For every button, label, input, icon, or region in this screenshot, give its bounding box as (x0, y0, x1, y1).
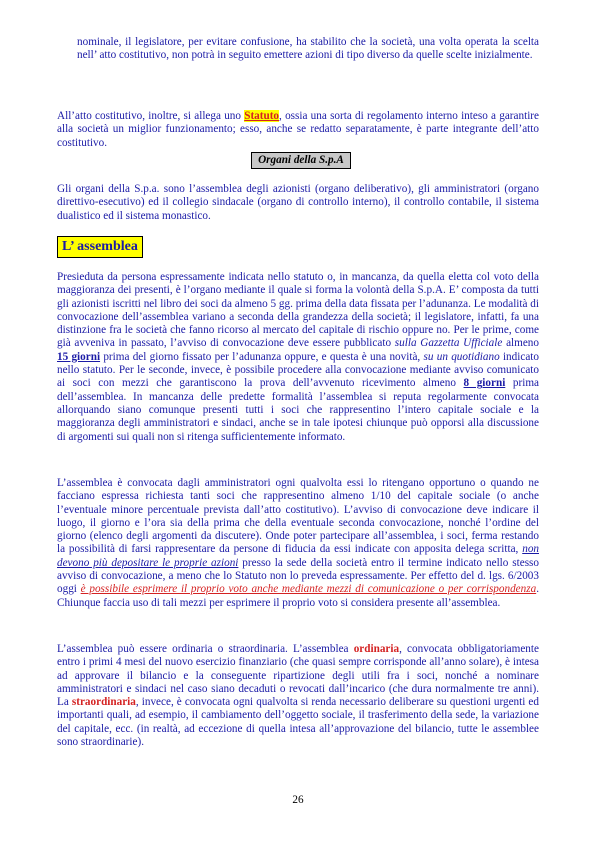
giorni-8: 8 giorni (463, 377, 506, 390)
presieduta-paragraph: Presieduta da persona espressamente indicata nello statuto o, in mancanza, da quella eletta col voto della maggioranza dei presenti, è l’organo mediante il quale si forma la volontà della S.p.A. E’ composta da tutti gli azionisti iscritti nel libro dei soci da almeno 5 gg. prima della data fissata per l’adunanza. Le modalità di convocazione dell’assemblea variano a seconda della grandezza della società; il legislatore, infatti, fa una distinzione fra le società che fanno ricorso al mercato del capitale di rischio oppure no. Per le prime, come già avveniva in passato, l’avviso di convocazione deve essere pubblicato sulla Gazzetta Ufficiale almeno 15 giorni prima del giorno fissato per l’adunanza oppure, e questa è una novità, su un quotidiano indicato nello statuto. Per le seconde, invece, è possibile procedere alla convocazione mediante avviso comunicato ai soci con mezzi che garantiscono la prova dell’avvenuto ricevimento almeno 8 giorni prima dell’assemblea. In mancanza delle predette formalità l’assemblea si reputa regolarmente convocata allorquando siano comunque presenti tutti i soci che rappresentino l’intero capitale sociale e la maggioranza degli amministratori e sindaci, anche se in tale ipotesi chiunque può opporsi alla discussione di argomenti sui quali non si ritenga sufficientemente informato. (57, 271, 539, 443)
voto-text: è possibile esprimere il proprio voto anche mediante mezzi di comunicazione o per corrispondenza (80, 583, 537, 596)
giorni-15: 15 giorni (57, 350, 101, 363)
straordinaria-term: straordinaria (71, 696, 136, 709)
statuto-highlight: Statuto (244, 110, 280, 122)
azioni-text: non devono più depositare le proprie azioni (57, 543, 539, 569)
assemblea-heading: L’ assemblea (57, 236, 143, 258)
convocata-paragraph: L’assemblea è convocata dagli amministratori ogni qualvolta essi lo ritengano opportuno o quando ne facciano espressa richiesta tanti soci che rappresentino almeno 1/10 del capitale sociale (o anche l’eventuale minore percentuale prevista dall’atto costitutivo). L’avviso di convocazione deve indicare il luogo, il giorno e l’ora sia della prima che della eventuale seconda convocazione, nonché l’ordine del giorno (elenco degli argomenti da discutere). Onde poter partecipare all’assemblea, i soci, ferma restando la possibilità di farsi rappresentare da persone di fiducia da essi indicate con apposita delega scritta, non devono più depositare le proprie azioni presso la sede della società entro il termine indicato nello stesso avviso di convocazione, a meno che lo Statuto non lo preveda espressamente. Per effetto del d. lgs. 6/2003 oggi è possibile esprimere il proprio voto anche mediante mezzi di comunicazione o per corrispondenza. Chiunque faccia uso di tali mezzi per esprimere il proprio voto si considera presente all’assemblea. (57, 477, 539, 609)
ordinaria-term: ordinaria (353, 643, 400, 655)
statuto-paragraph: All’atto costitutivo, inoltre, si allega uno Statuto, ossia una sorta di regolamento interno inteso a garantire alla società un miglior funzionamento; esso, anche se redatto separatamente, è parte integrante dell’atto costitutivo. (57, 110, 539, 149)
organi-paragraph: Gli organi della S.p.a. sono l’assemblea degli azionisti (organo deliberativo), gli amministratori (organo direttivo-esecutivo) ed il collegio sindacale (organo di controllo interno), il controllo contabile, il sistema dualistico ed il sistema monastico. (57, 183, 539, 222)
gazzetta-text: sulla Gazzetta Ufficiale (394, 337, 503, 350)
intro-paragraph: nominale, il legislatore, per evitare confusione, ha stabilito che la società, una volta operata la scelta nell’ atto costitutivo, non potrà in seguito emettere azioni di tipo diverso da quelle scelte inizialmente. (77, 36, 539, 62)
ordinaria-paragraph: L’assemblea può essere ordinaria o straordinaria. L’assemblea ordinaria, convocata obbligatoriamente entro i primi 4 mesi del nuovo esercizio finanziario (che quasi sempre corrisponde all’anno solare), è intesa ad approvare il bilancio e la conseguente ripartizione degli utili fra i soci, nonché a nominare amministratori e sindaci nel caso siano decaduti o revocati dall’incarico (che dura normalmente tre anni). La straordinaria, invece, è convocata ogni qualvolta si renda necessario deliberare su questioni urgenti ed importanti quali, ad esempio, il cambiamento dell’oggetto sociale, il trasferimento della sede, la variazione del capitale, ecc. (in realtà, ad eccezione di quella intesa all’approvazione del bilancio, tutte le assemblee sono straordinarie). (57, 643, 539, 749)
quotidiano-text: su un quotidiano (423, 350, 500, 363)
page-number: 26 (292, 794, 304, 806)
organi-title: Organi della S.p.A (251, 152, 351, 169)
